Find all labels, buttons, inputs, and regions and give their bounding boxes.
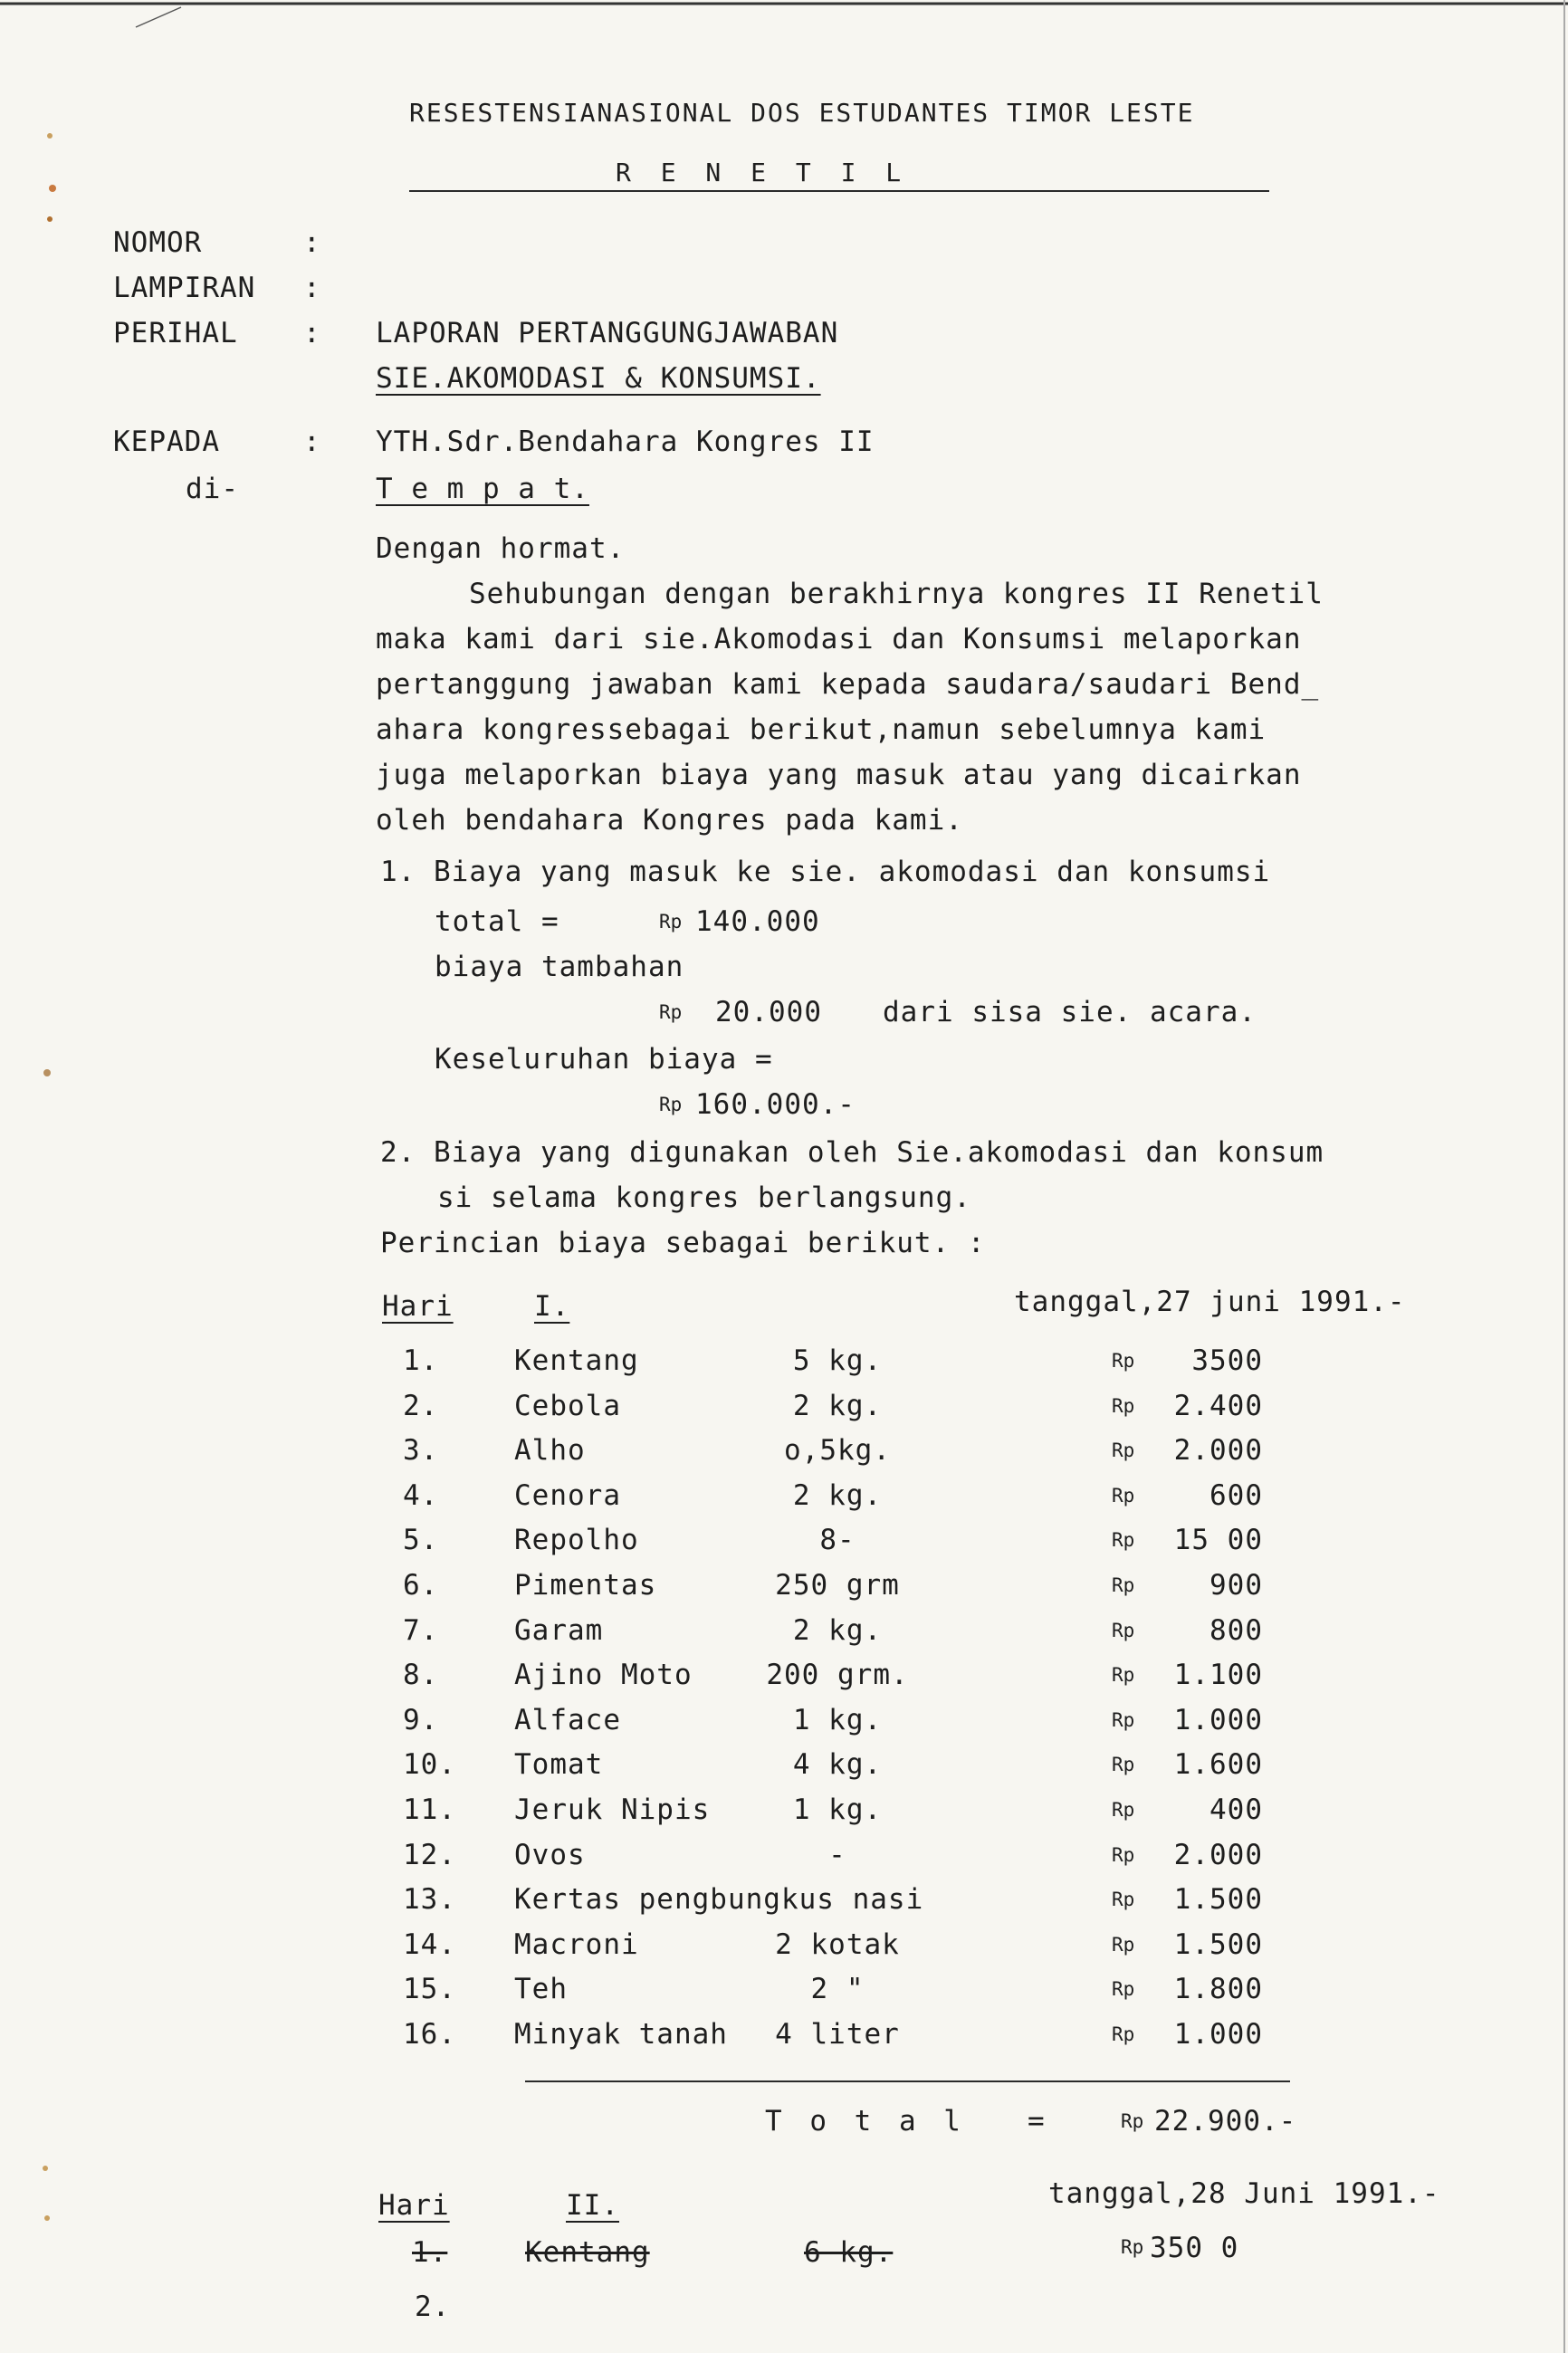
section1-total-amount: 140.000	[695, 905, 820, 938]
currency-mark: Rp	[1112, 2023, 1135, 2045]
currency-mark: Rp	[659, 911, 683, 933]
item-name: Tomat	[514, 1748, 604, 1781]
body-line: juga melaporkan biaya yang masuk atau yang dicairkan	[376, 759, 1302, 791]
currency-mark: Rp	[1112, 1799, 1135, 1821]
section1-line1: 1. Biaya yang masuk ke sie. akomodasi dan konsumsi	[380, 856, 1271, 888]
item-name: Kentang	[514, 1344, 639, 1377]
perihal-line-2: SIE.AKOMODASI & KONSUMSI.	[376, 362, 821, 395]
section1-keseluruhan-label: Keseluruhan biaya =	[435, 1043, 773, 1076]
day2-item-qty: 6 kg.	[804, 2236, 894, 2269]
currency-mark: Rp	[1112, 1350, 1135, 1372]
item-amount: 2.000	[1173, 1839, 1263, 1871]
lampiran-label: LAMPIRAN	[113, 272, 256, 304]
acronym-title: R E N E T I L	[616, 158, 909, 187]
item-amount: 2.000	[1173, 1434, 1263, 1467]
item-amount: 1.000	[1173, 2018, 1263, 2051]
item-number: 12.	[403, 1839, 456, 1871]
section1-total-label: total =	[435, 905, 559, 938]
item-amount: 400	[1209, 1793, 1263, 1826]
item-name: Teh	[514, 1973, 568, 2005]
item-amount: 1.600	[1173, 1748, 1263, 1781]
header-rule	[409, 190, 1269, 192]
item-name: Minyak tanah	[514, 2018, 728, 2051]
body-line: maka kami dari sie.Akomodasi dan Konsumsi melaporkan	[376, 623, 1302, 655]
section1-keseluruhan-amount: 160.000.-	[695, 1088, 856, 1121]
di-label: di-	[186, 473, 239, 505]
section1-tambahan-note: dari sisa sie. acara.	[883, 996, 1257, 1028]
section2-line1: 2. Biaya yang digunakan oleh Sie.akomodasi dan konsum	[380, 1136, 1324, 1169]
item-quantity: -	[828, 1839, 846, 1871]
day2-item-amount: 350 0	[1150, 2232, 1239, 2264]
currency-mark: Rp	[1112, 1709, 1135, 1731]
item-name: Pimentas	[514, 1569, 657, 1602]
item-amount: 1.500	[1173, 1928, 1263, 1961]
item-name: Alface	[514, 1704, 621, 1736]
perihal-colon: :	[303, 317, 321, 349]
item-name: Ajino Moto	[514, 1659, 693, 1691]
currency-mark: Rp	[659, 1094, 683, 1115]
day1-total-amount: 22.900.-	[1154, 2105, 1297, 2138]
day1-total-label: T o t a l	[765, 2105, 966, 2138]
currency-mark: Rp	[1112, 1754, 1135, 1775]
item-quantity: 2 kg.	[792, 1614, 883, 1647]
day1-roman: I.	[534, 1290, 570, 1323]
section2-line2: si selama kongres berlangsung.	[437, 1181, 971, 1214]
day2-item-no: 2.	[415, 2291, 451, 2323]
item-name: Alho	[514, 1434, 586, 1467]
currency-mark: Rp	[1112, 1485, 1135, 1506]
item-name: Garam	[514, 1614, 604, 1647]
item-amount: 1.100	[1173, 1659, 1263, 1691]
item-name: Jeruk Nipis	[514, 1793, 711, 1826]
item-name: Cenora	[514, 1479, 621, 1512]
item-quantity: 200 grm.	[766, 1659, 909, 1691]
greeting: Dengan hormat.	[376, 532, 626, 565]
item-amount: 600	[1209, 1479, 1263, 1512]
perihal-label: PERIHAL	[113, 317, 238, 349]
item-number: 16.	[403, 2018, 456, 2051]
day1-label: Hari	[382, 1290, 454, 1323]
currency-mark: Rp	[1112, 1529, 1135, 1551]
item-amount: 2.400	[1173, 1390, 1263, 1422]
item-amount: 1.000	[1173, 1704, 1263, 1736]
currency-mark: Rp	[1121, 2236, 1144, 2258]
item-amount: 900	[1209, 1569, 1263, 1602]
item-quantity: 250 grm	[775, 1569, 900, 1602]
item-number: 13.	[403, 1883, 456, 1916]
item-number: 14.	[403, 1928, 456, 1961]
item-quantity: 2 kg.	[792, 1479, 883, 1512]
item-number: 9.	[403, 1704, 439, 1736]
body-line: pertanggung jawaban kami kepada saudara/saudari Bend_	[376, 668, 1320, 701]
organization-name: RESESTENSIANASIONAL DOS ESTUDANTES TIMOR LESTE	[409, 98, 1195, 128]
item-number: 8.	[403, 1659, 439, 1691]
nomor-colon: :	[303, 226, 321, 259]
item-number: 10.	[403, 1748, 456, 1781]
item-number: 11.	[403, 1793, 456, 1826]
currency-mark: Rp	[1112, 1889, 1135, 1910]
currency-mark: Rp	[1112, 1620, 1135, 1641]
item-quantity: 8-	[819, 1524, 856, 1556]
item-number: 7.	[403, 1614, 439, 1647]
day2-item-no: 1.	[412, 2236, 448, 2269]
item-quantity: 2 kg.	[792, 1390, 883, 1422]
item-amount: 15 00	[1173, 1524, 1263, 1556]
item-number: 4.	[403, 1479, 439, 1512]
kepada-colon: :	[303, 426, 321, 458]
currency-mark: Rp	[1112, 1574, 1135, 1596]
item-name: Ovos	[514, 1839, 586, 1871]
item-amount: 3500	[1191, 1344, 1263, 1377]
item-number: 6.	[403, 1569, 439, 1602]
item-number: 3.	[403, 1434, 439, 1467]
day2-roman: II.	[566, 2189, 619, 2222]
item-name: Kertas pengbungkus nasi	[514, 1883, 924, 1916]
currency-mark: Rp	[1112, 1978, 1135, 2000]
body-line: ahara kongressebagai berikut,namun sebelumnya kami	[376, 713, 1267, 746]
item-amount: 1.800	[1173, 1973, 1263, 2005]
item-number: 5.	[403, 1524, 439, 1556]
day2-item-name: Kentang	[525, 2236, 650, 2269]
item-quantity: 2 kotak	[775, 1928, 900, 1961]
day2-label: Hari	[378, 2189, 450, 2222]
item-quantity: 4 kg.	[792, 1748, 883, 1781]
section1-tambahan-label: biaya tambahan	[435, 951, 684, 983]
currency-mark: Rp	[1112, 1844, 1135, 1866]
currency-mark: Rp	[1112, 1664, 1135, 1686]
item-quantity: o,5kg.	[784, 1434, 891, 1467]
section2-perincian: Perincian biaya sebagai berikut. :	[380, 1227, 986, 1259]
item-number: 1.	[403, 1344, 439, 1377]
item-name: Macroni	[514, 1928, 639, 1961]
currency-mark: Rp	[1112, 1440, 1135, 1461]
item-quantity: 4 liter	[775, 2018, 900, 2051]
perihal-line-1: LAPORAN PERTANGGUNGJAWABAN	[376, 317, 839, 349]
item-number: 2.	[403, 1390, 439, 1422]
body-line: oleh bendahara Kongres pada kami.	[376, 804, 963, 837]
item-amount: 1.500	[1173, 1883, 1263, 1916]
lampiran-colon: :	[303, 272, 321, 304]
tempat: T e m p a t.	[376, 473, 589, 505]
item-amount: 800	[1209, 1614, 1263, 1647]
day1-date: tanggal,27 juni 1991.-	[1014, 1286, 1406, 1318]
item-name: Repolho	[514, 1524, 639, 1556]
item-quantity: 2 "	[810, 1973, 865, 2005]
currency-mark: Rp	[1112, 1934, 1135, 1956]
body-line: Sehubungan dengan berakhirnya kongres II Renetil	[469, 578, 1324, 610]
item-quantity: 5 kg.	[792, 1344, 883, 1377]
kepada-label: KEPADA	[113, 426, 220, 458]
kepada-value: YTH.Sdr.Bendahara Kongres II	[376, 426, 875, 458]
currency-mark: Rp	[659, 1001, 683, 1023]
item-name: Cebola	[514, 1390, 621, 1422]
currency-mark: Rp	[1112, 1395, 1135, 1417]
total-rule	[525, 2080, 1290, 2082]
item-quantity: 1 kg.	[792, 1793, 883, 1826]
nomor-label: NOMOR	[113, 226, 203, 259]
day2-date: tanggal,28 Juni 1991.-	[1048, 2177, 1440, 2210]
item-number: 15.	[403, 1973, 456, 2005]
day1-total-equals: =	[1028, 2105, 1046, 2138]
section1-tambahan-amount: 20.000	[715, 996, 822, 1028]
currency-mark: Rp	[1121, 2110, 1144, 2132]
item-quantity: 1 kg.	[792, 1704, 883, 1736]
